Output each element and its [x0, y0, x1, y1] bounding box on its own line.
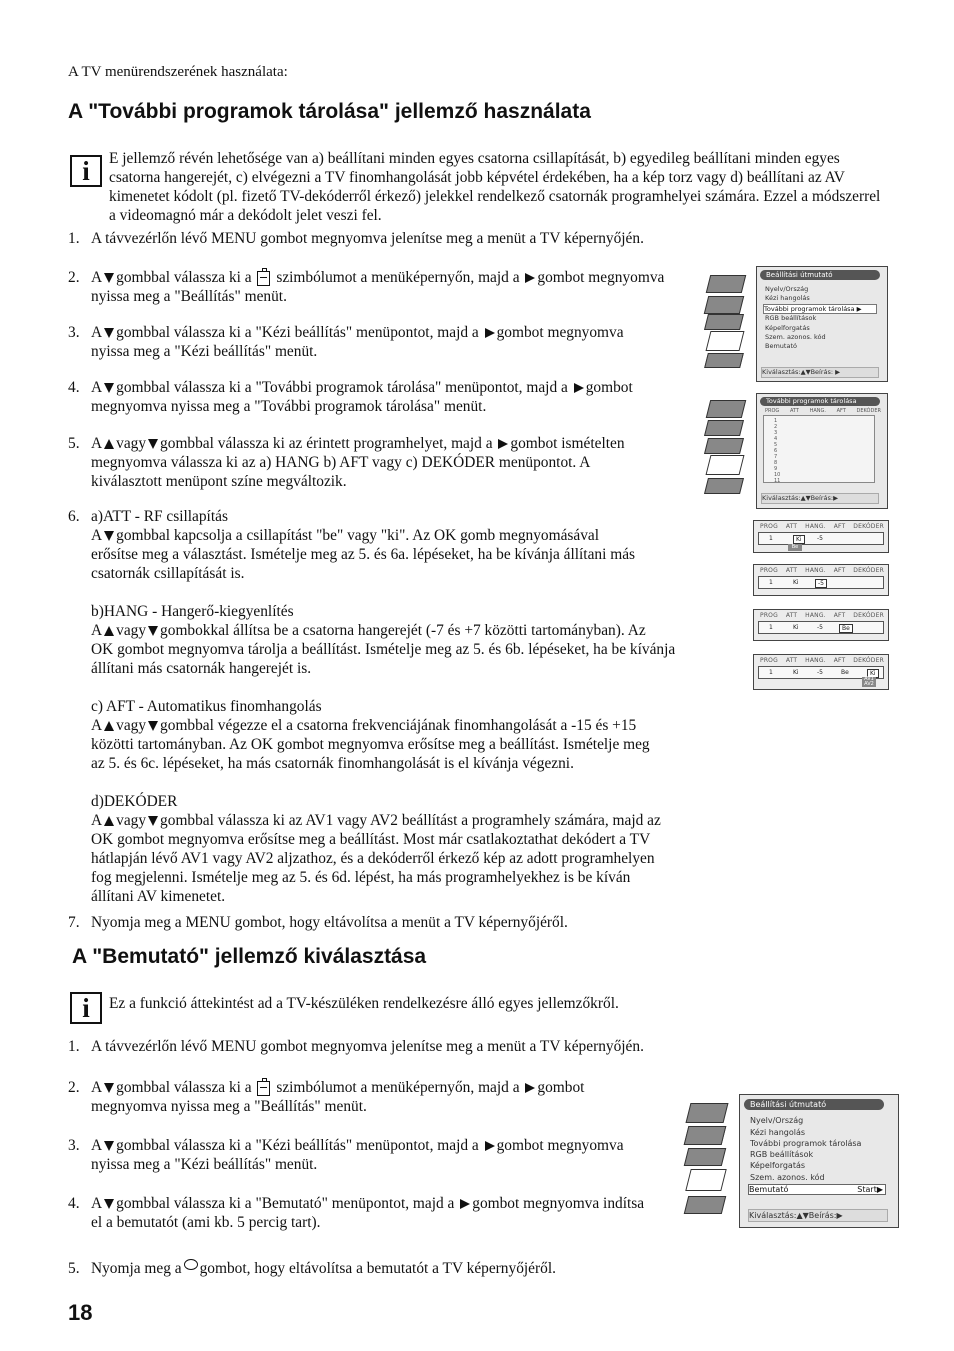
table-header: PROG ATT HANG. AFT DEKÓDER — [765, 408, 881, 414]
picture-menu-icon — [686, 1103, 729, 1123]
subsection-hang: b)HANG - Hangerő-kiegyenlítés — [91, 603, 294, 620]
down-arrow-icon — [104, 328, 114, 338]
section-title: A "További programok tárolása" jellemző használata — [68, 100, 591, 123]
up-arrow-icon — [104, 816, 114, 826]
sound-menu-icon — [704, 296, 744, 314]
breadcrumb: A TV menürendszerének használata: — [68, 64, 288, 80]
up-arrow-icon — [104, 626, 114, 636]
setup-menu-icon — [685, 1169, 726, 1191]
subsection-att: a)ATT - RF csillapítás — [91, 508, 228, 525]
right-arrow-icon — [460, 1199, 470, 1209]
down-arrow-icon — [148, 626, 158, 636]
down-arrow-icon — [104, 273, 114, 283]
right-arrow-icon — [525, 1083, 535, 1093]
down-arrow-icon — [104, 383, 114, 393]
up-arrow-icon — [104, 721, 114, 731]
page: A TV menürendszerének használata: A "További programok tárolása" jellemző használata i E jellemző révén lehetősége van a) beállítani minden egyes csatorna csillapítását, b) egyedileg beállítani minden egyes csatorna hangerejét, c) elvégezni a TV finomhangolását jobb képvétel érdekében, ha a kép torz vagy d) beállítani az AV kimenetet kódolt (pl. fizető TV-dekóderről érkező) jelekkel rendelkező csatornák programhelyei számára. Ezzel a módszerrel a videomagnó már a dekódolt jelet veszi fel. 1. A távvezérlőn lévő MENU gombot megnyomva jelenítse meg a menüt a TV képernyőjén. 2. A gombbal válassza ki a szimbólumot a menüképernyőn, majd a gombot megnyomva nyissa meg a "Beállítás" menüt. 3. A gombbal válassza ki a "Kézi beállítás" menüpontot, majd a gombot megnyomva nyissa meg a "Kézi beállítás" menüt. 4. A gombbal válassza ki a "További programok tárolása" menüpontot, majd a gombot megnyomva nyissa meg a "További programok tárolása" menüt. 5. A vagy gombbal válassza ki az érintett programhelyet, majd a gombot ismételten megnyomva válassza ki az a) HANG b) AFT vagy c) DEKÓDER menüpontot. A kiválasztott menüpont színe megváltozik. 6. a)ATT - RF csillapítás A gombbal kapcsolja a csillapítást "be" vagy "ki". Az OK gomb megnyomásával erősítse meg a választást. Ismételje meg az 5. és 6a. lépéseket, ha be kívánja állítani más csatornák csillapítását is. b)HANG - Hangerő-kiegyenlítés A vagy gombokkal állítsa be a csatorna hangerejét (-7 és +7 közötti tartományban). Az OK gombot megnyomva tárolja a beállítást. Ismételje meg az 5. és 6b. lépéseket, ha be kívánja állítani más csatornák hangerejét is. c) AFT - Automatikus finomhangolás A vagy gombbal végezze el a csatorna frekvenciájának finomhangolását a -15 és +15 közötti tartományban. Az OK gombot megnyomva erősítse meg a beállítást. Ismételje meg az 5. és 6c. lépéseket, ha más csatornák finomhangolását is el kívánja végezni. d)DEKÓDER A vagy gombbal válassza ki az AV1 vagy AV2 beállítást a programhely számára, majd az OK gombot megnyomva erősítse meg a beállítást. Most már csatlakoztathat dekódert a TV hátlapján lévő AV1 vagy AV2 aljzathoz, és a dekóderről érkező kép az adott programhelyen fog megjelenni. Ismételje meg az 5. és 6d. lépést, ha más programhelyekhez is be kíván állítani AV kimenetet. 7. Nyomja meg a MENU gombot, hogy eltávolítsa a menüt a TV képernyőjéről. A "Bemutató" jellemző kiválasztása i Ez a funkció áttekintést ad a TV-készüléken rendelkezésre álló egyes jellemzőkről. 1. A távvezérlőn lévő MENU gombot megnyomva jelenítse meg a menüt a TV képernyőjén. 2. A gombbal válassza ki a szimbólumot a menüképernyőn, majd a gombot megnyomva nyissa meg a "Beállítás" menüt. 3. A gombbal válassza ki a "Kézi beállítás" menüpontot, majd a gombot megnyomva nyissa meg a "Kézi beállítás" menüt. 4. A gombbal válassza ki a "Bemutató" menüpontot, majd a gombot megnyomva indítsa el a bemutatót (ami kb. 5 percig tart). 5. Nyomja meg a gombot, hogy eltávolítsa a bemutatót a TV képernyőjéről. 18 Beállítási útmutató Nyelv/Ország Kézi hangolás További programok tárolása ▶ RGB beállítások Képelforgatás Szem. azonos. kód Bemutató Kiválasztás:▲▼Beírás: ▶ További programok tárolása PROG ATT HANG. AFT DEKÓDER 1 2 3 4 5 6 7 8 9 10 11 Kiválasztás:▲▼Beírás:▶ PROG ATT HANG. AFT DEKÓDER 1 Ki -5 Be PROG ATT HANG. AFT DEKÓDER 1 Ki -5 PROG ATT HANG. AFT DEKÓDER 1 Ki -5 Be PROG ATT HANG. AFT DEKÓDER 1 Ki -5 Be Ki AV1 AV2 Beállítási útmutató Nyelv/Ország Kézi hangolás További programok tárolása RGB beállítások Képelforgatás Szem. azonos. kód Bemutató Start▶ Kiválasztás:▲▼Beírás:▶ — [0, 0, 954, 1351]
menu-screen-demo: Beállítási útmutató Nyelv/Ország Kézi hangolás További programok tárolása RGB beállítások Képelforgatás Szem. azonos. kód Bemutató Start▶ Kiválasztás:▲▼Beírás:▶ — [739, 1094, 899, 1228]
list-menu-icon — [704, 478, 744, 494]
right-arrow-icon — [574, 383, 584, 393]
list-menu-icon — [684, 1196, 726, 1214]
page-number: 18 — [68, 1300, 93, 1325]
features-menu-icon — [684, 1148, 726, 1166]
right-arrow-icon — [485, 328, 495, 338]
strip-att: PROG ATT HANG. AFT DEKÓDER 1 Ki -5 Be — [753, 520, 889, 553]
features-menu-icon — [704, 314, 744, 330]
info-icon: i — [70, 992, 102, 1024]
menu-screen-setup: Beállítási útmutató Nyelv/Ország Kézi hangolás További programok tárolása ▶ RGB beállítások Képelforgatás Szem. azonos. kód Bemutató Kiválasztás:▲▼Beírás: ▶ — [756, 266, 888, 382]
down-arrow-icon — [104, 531, 114, 541]
down-arrow-icon — [148, 439, 158, 449]
subsection-aft: c) AFT - Automatikus finomhangolás — [91, 698, 322, 715]
down-arrow-icon — [104, 1083, 114, 1093]
picture-menu-icon — [706, 400, 746, 418]
menu-screen-program-table: További programok tárolása PROG ATT HANG. AFT DEKÓDER 1 2 3 4 5 6 7 8 9 10 11 Kiválasztás:▲▼Beírás:▶ — [756, 393, 888, 509]
sound-menu-icon — [704, 420, 744, 436]
right-arrow-icon — [525, 273, 535, 283]
program-table: 1 2 3 4 5 6 7 8 9 10 11 — [763, 415, 875, 483]
down-arrow-icon — [104, 1199, 114, 1209]
section-intro: E jellemző révén lehetősége van a) beállítani minden egyes csatorna csillapítását, b) egyedileg beállítani minden egyes csatorna hangerejét, c) elvégezni a TV finomhangolását jobb képvétel érdekében, ha a kép torz vagy d) beállítani az AV kimenetet kódolt (pl. fizető TV-dekóderről érkező) jelekkel rendelkező csatornák programhelyei számára. Ezzel a módszerrel a videomagnó már a dekódolt jelet veszi fel. — [109, 150, 881, 224]
setup-menu-icon — [706, 455, 745, 475]
picture-menu-icon — [706, 275, 746, 293]
sound-menu-icon — [684, 1126, 727, 1145]
setup-menu-icon — [706, 331, 745, 351]
strip-dekoder: PROG ATT HANG. AFT DEKÓDER 1 Ki -5 Be Ki AV1 AV2 — [753, 654, 889, 690]
subsection-dekoder: d)DEKÓDER — [91, 793, 178, 810]
briefcase-icon — [257, 271, 270, 286]
right-arrow-icon — [498, 439, 508, 449]
section-intro: Ez a funkció áttekintést ad a TV-készüléken rendelkezésre álló egyes jellemzőkről. — [109, 995, 619, 1012]
strip-aft: PROG ATT HANG. AFT DEKÓDER 1 Ki -5 Be — [753, 609, 889, 641]
list-menu-icon — [704, 353, 744, 368]
down-arrow-icon — [148, 721, 158, 731]
strip-hang: PROG ATT HANG. AFT DEKÓDER 1 Ki -5 — [753, 564, 889, 596]
menu-item-selected: Bemutató Start▶ — [748, 1184, 886, 1195]
info-icon: i — [70, 155, 102, 187]
features-menu-icon — [704, 438, 744, 454]
briefcase-icon — [257, 1081, 270, 1096]
tv-button-icon — [184, 1259, 198, 1270]
right-arrow-icon — [485, 1141, 495, 1151]
up-arrow-icon — [104, 439, 114, 449]
down-arrow-icon — [104, 1141, 114, 1151]
section-title: A "Bemutató" jellemző kiválasztása — [72, 945, 427, 968]
down-arrow-icon — [148, 816, 158, 826]
